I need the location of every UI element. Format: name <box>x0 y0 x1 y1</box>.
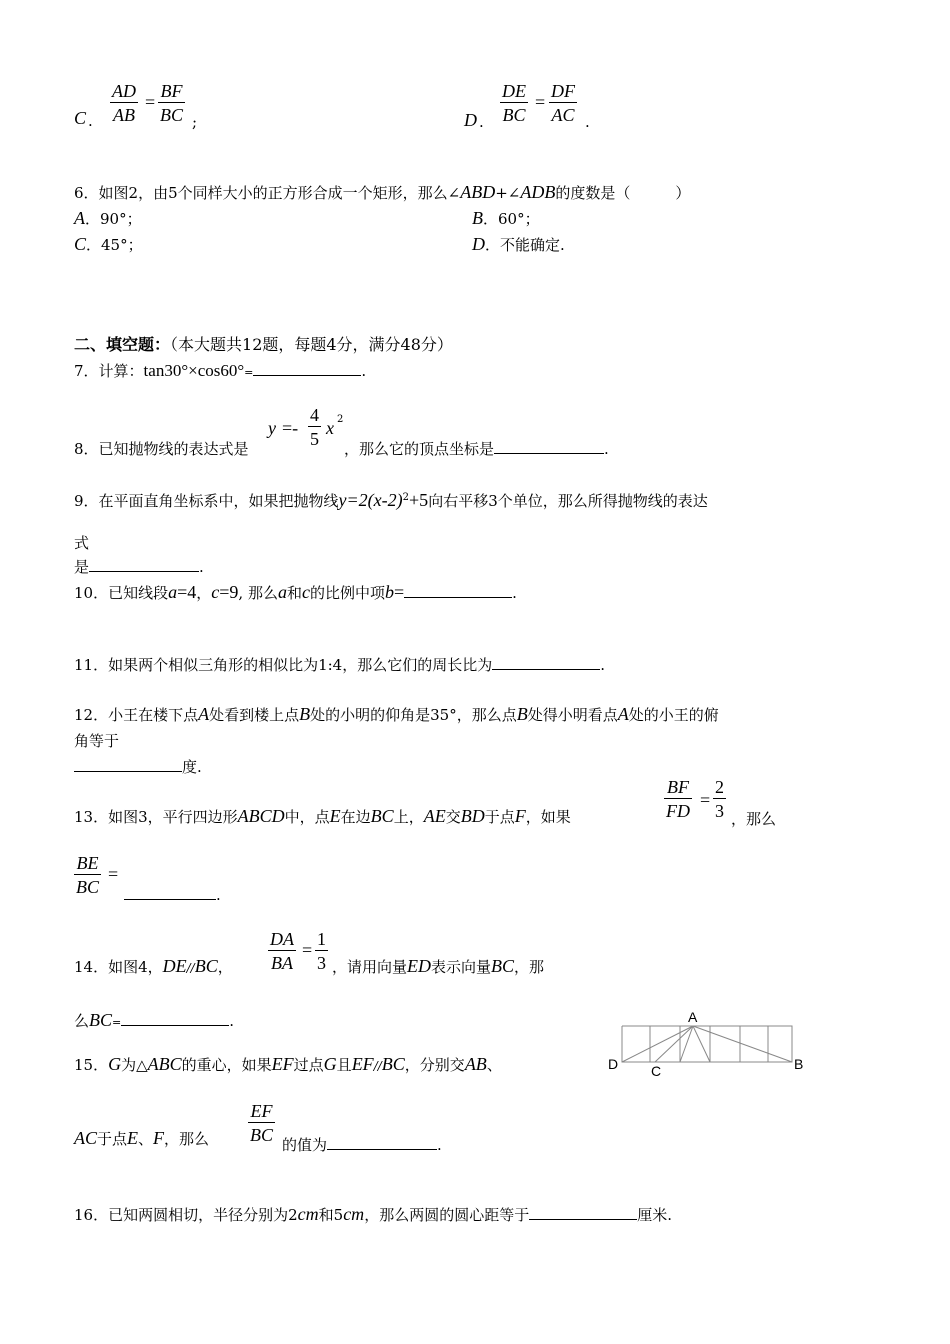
answer-blank-13[interactable] <box>124 899 216 900</box>
fraction-denominator: 3 <box>715 801 724 821</box>
equals-sign: = <box>302 940 313 960</box>
equals-sign: = <box>535 92 546 112</box>
text: 和5 <box>318 1206 344 1224</box>
equals-sign: = <box>700 790 711 810</box>
option-a-label: A <box>74 208 85 228</box>
fraction-numerator: 4 <box>310 405 319 425</box>
question-7-text: 7．计算： <box>74 362 144 380</box>
question-15-text: 15． <box>74 1056 109 1074</box>
unit-suffix: 厘米. <box>637 1206 672 1224</box>
triangle-abc: ABC <box>147 1054 182 1074</box>
fraction-numerator: BF <box>158 80 185 103</box>
point-g: G <box>108 1054 122 1074</box>
question-10-mid2: 的比例中项 <box>309 584 385 602</box>
answer-blank-14[interactable] <box>121 1025 229 1026</box>
period: . <box>437 1136 442 1154</box>
var-b: b <box>385 582 394 602</box>
option-c-label: C <box>74 108 87 128</box>
question-14-line2 <box>74 1010 234 1031</box>
option-d-end: . <box>585 113 590 131</box>
segment-bc: BC <box>194 956 218 976</box>
fraction-numerator: 1 <box>317 929 326 949</box>
label-c: C <box>651 1063 662 1079</box>
label-a: A <box>688 1009 698 1025</box>
fraction-denominator: BC <box>160 105 184 125</box>
option-d-label: D <box>464 110 477 130</box>
option-d-text: ．不能确定. <box>485 236 565 254</box>
fraction-1-3 <box>315 928 328 975</box>
point-e: E <box>127 1128 139 1148</box>
question-13-text: 13．如图3，平行四边形 <box>74 808 238 826</box>
vector-ed: ED <box>407 956 432 976</box>
fraction-numerator: DE <box>502 81 526 101</box>
question-10-mid: , 那么 <box>238 584 278 602</box>
var-x: x <box>326 418 334 438</box>
fraction-numerator: EF <box>248 1100 275 1123</box>
segment-bc: BC <box>370 806 394 826</box>
equals: = <box>244 366 254 379</box>
question-9-text: 9．在平面直角坐标系中，如果把抛物线 <box>74 492 339 510</box>
section-title: 二、填空题： <box>74 335 171 354</box>
fraction-ef-bc <box>248 1100 275 1147</box>
question-15-tail <box>282 1134 442 1155</box>
text: 的重心，如果 <box>181 1056 272 1074</box>
option-d <box>472 234 565 255</box>
question-6 <box>74 182 690 203</box>
question-11-text: 11．如果两个相似三角形的相似比为1:4，那么它们的周长比为 <box>74 656 493 674</box>
text: 处得小明看点 <box>527 706 618 724</box>
plus-angle: +∠ <box>495 184 521 202</box>
fraction-denominator: BC <box>250 1125 274 1145</box>
text: 在边 <box>340 808 371 826</box>
var-a: a <box>168 582 178 602</box>
text: ，分别交 <box>404 1056 465 1074</box>
segment-bd: BD <box>460 806 485 826</box>
segment-ef: EF <box>351 1054 374 1074</box>
option-c <box>74 234 143 255</box>
fraction-denominator: FD <box>666 801 690 821</box>
question-12-line2: 角等于 <box>74 732 120 750</box>
question-6-tail: 的度数是（ ） <box>555 184 691 202</box>
fraction-numerator: BF <box>664 776 692 799</box>
text: 且 <box>336 1056 352 1074</box>
fraction-ad-ab <box>110 80 138 127</box>
var-y: y <box>268 418 276 438</box>
text: 表示向量 <box>431 958 492 976</box>
parabola-expression: y=2(x-2) <box>338 490 403 510</box>
segment-ef: EF <box>271 1054 294 1074</box>
text: 么 <box>74 1012 90 1030</box>
parallelogram-abcd: ABCD <box>237 806 285 826</box>
text: 、 <box>138 1130 154 1148</box>
unit-cm: cm <box>343 1204 365 1224</box>
point-a: A <box>198 704 210 724</box>
point-e: E <box>329 806 341 826</box>
question-15-line2 <box>74 1128 209 1149</box>
fraction-denominator: AB <box>113 105 135 125</box>
text: 处的小王的俯 <box>628 706 719 724</box>
question-16-text: 16．已知两圆相切，半径分别为2 <box>74 1206 298 1224</box>
text: 为△ <box>121 1056 148 1074</box>
option-d-label: D <box>472 234 485 254</box>
question-13-tail: ，那么 <box>731 810 777 828</box>
section-note: （本大题共12题，每题4分，满分48分） <box>170 335 453 354</box>
question-14-text: 14．如图4， <box>74 958 163 976</box>
text: 处的小明的仰角是35°，那么点 <box>310 706 517 724</box>
and-text: 和 <box>286 584 302 602</box>
separator: ， <box>217 958 233 976</box>
var-a: a <box>277 582 287 602</box>
separator: ， <box>196 584 212 602</box>
point-f: F <box>153 1128 165 1148</box>
text: ，请用向量 <box>332 958 408 976</box>
fraction-2-3 <box>713 776 726 823</box>
question-10-text: 10．已知线段 <box>74 584 169 602</box>
equals-minus: =- <box>282 418 299 438</box>
question-8-middle: ，那么它的顶点坐标是 <box>344 440 495 458</box>
angle-abd: ABD <box>460 182 496 202</box>
label-b: B <box>794 1056 804 1072</box>
question-9-line2: 式 <box>74 534 90 552</box>
answer-blank-7[interactable] <box>253 375 361 376</box>
option-d-dot: . <box>479 113 484 131</box>
option-b <box>472 208 540 229</box>
fraction-numerator: DF <box>551 81 575 101</box>
point-b: B <box>299 704 311 724</box>
period: . <box>512 584 517 602</box>
period: . <box>199 558 204 576</box>
answer-blank-15[interactable] <box>327 1149 437 1150</box>
point-b: B <box>516 704 528 724</box>
segment-bc: BC <box>381 1054 405 1074</box>
text: 于点 <box>484 808 515 826</box>
question-6-text: 6．如图2，由5个同样大小的正方形合成一个矩形，那么∠ <box>74 184 461 202</box>
fraction-de-bc <box>500 80 528 127</box>
text: 过点 <box>293 1056 324 1074</box>
exponent: 2 <box>337 414 344 425</box>
unit-cm: cm <box>297 1204 319 1224</box>
segment-ab: AB <box>464 1054 487 1074</box>
question-12-line3 <box>74 756 202 777</box>
answer-blank-9[interactable] <box>89 571 199 572</box>
question-13 <box>74 806 571 827</box>
period: . <box>361 362 367 380</box>
text: 的值为 <box>282 1136 328 1154</box>
text: ，如果 <box>525 808 571 826</box>
answer-blank-10[interactable] <box>404 597 512 598</box>
question-8-text: 8．已知抛物线的表达式是 <box>74 440 249 458</box>
option-b-text: ．60°； <box>483 210 540 228</box>
option-a <box>74 208 142 229</box>
period: . <box>229 1012 235 1030</box>
text: 交 <box>445 808 461 826</box>
option-c-text: ．45°； <box>86 236 143 254</box>
exponent: 2 <box>402 492 410 503</box>
text: 、 <box>486 1056 502 1074</box>
question-14 <box>74 956 233 977</box>
question-15 <box>74 1054 502 1075</box>
line-ac <box>655 1026 693 1062</box>
fraction-numerator: 2 <box>715 777 724 797</box>
question-12-text: 12．小王在楼下点 <box>74 706 199 724</box>
text: ，那么两圆的圆心距等于 <box>364 1206 530 1224</box>
option-c-end: ; <box>192 113 198 131</box>
label-d: D <box>608 1056 619 1072</box>
question-16 <box>74 1204 672 1225</box>
text: 上， <box>393 808 424 826</box>
fraction-denominator: AC <box>551 105 575 125</box>
vector-bc: BC <box>491 956 515 976</box>
parabola-constant: +5 <box>409 490 429 510</box>
point-a: A <box>617 704 629 724</box>
equals-sign: = <box>145 92 156 112</box>
text: 中，点 <box>284 808 330 826</box>
text: 处看到楼上点 <box>209 706 300 724</box>
fraction-denominator: 5 <box>310 429 319 449</box>
question-9 <box>74 490 708 511</box>
fraction-df-ac <box>549 80 577 127</box>
fraction-numerator: BE <box>74 852 101 875</box>
fraction-numerator: DA <box>270 929 294 949</box>
fraction-denominator: BA <box>271 953 293 973</box>
question-14-mid <box>332 956 544 977</box>
var-c: c <box>211 582 220 602</box>
question-12 <box>74 704 719 725</box>
segment-ae: AE <box>423 806 446 826</box>
figure-4-diagram <box>600 1006 820 1080</box>
vector-bc: BC <box>89 1010 113 1030</box>
text: ，那 <box>514 958 545 976</box>
period: . <box>216 886 221 904</box>
fraction-denominator: BC <box>502 105 526 125</box>
fraction-denominator: 3 <box>317 953 326 973</box>
question-7 <box>74 360 366 381</box>
question-8-tail <box>344 438 609 459</box>
period: . <box>604 440 609 458</box>
fraction-bf-fd <box>664 776 692 823</box>
angle-adb: ADB <box>520 182 556 202</box>
fraction-da-ba <box>268 928 296 975</box>
question-10 <box>74 582 517 603</box>
fraction-4-5 <box>308 404 321 451</box>
text: 于点 <box>97 1130 128 1148</box>
question-11 <box>74 654 605 675</box>
tan-cos-expression: tan30°×cos60° <box>143 361 245 380</box>
answer-blank-11[interactable] <box>492 669 600 670</box>
period: . <box>600 656 606 674</box>
option-b-label: B <box>472 208 483 228</box>
equals-sign: = <box>108 864 119 884</box>
fraction-bf-bc <box>158 80 185 127</box>
equals: = <box>394 582 405 602</box>
answer-blank-16[interactable] <box>529 1219 637 1220</box>
parallel-symbol: // <box>373 1059 382 1073</box>
value-c: =9 <box>219 582 239 602</box>
degree-suffix: 度. <box>182 758 202 776</box>
segment-de: DE <box>162 956 187 976</box>
answer-blank-8[interactable] <box>494 453 604 454</box>
question-9-tail: 向右平移3个单位，那么所得抛物线的表达 <box>428 492 708 510</box>
fraction-numerator: AD <box>112 81 136 101</box>
text: ，那么 <box>164 1130 210 1148</box>
question-13-answer <box>124 886 221 904</box>
answer-blank-12[interactable] <box>74 771 182 772</box>
value-a: =4 <box>177 582 197 602</box>
point-f: F <box>514 806 526 826</box>
section-2-heading <box>74 332 453 355</box>
equals: = <box>112 1016 122 1029</box>
question-9-prefix: 是 <box>74 558 90 576</box>
parallel-symbol: // <box>186 961 195 975</box>
point-g: G <box>323 1054 337 1074</box>
var-c: c <box>301 582 310 602</box>
fraction-be-bc <box>74 852 101 899</box>
question-9-line3 <box>74 556 204 577</box>
fraction-denominator: BC <box>76 877 100 897</box>
option-c-label: C <box>74 234 87 254</box>
segment-ac: AC <box>74 1128 98 1148</box>
option-a-text: ．90°； <box>85 210 142 228</box>
option-c-dot: . <box>88 112 93 130</box>
